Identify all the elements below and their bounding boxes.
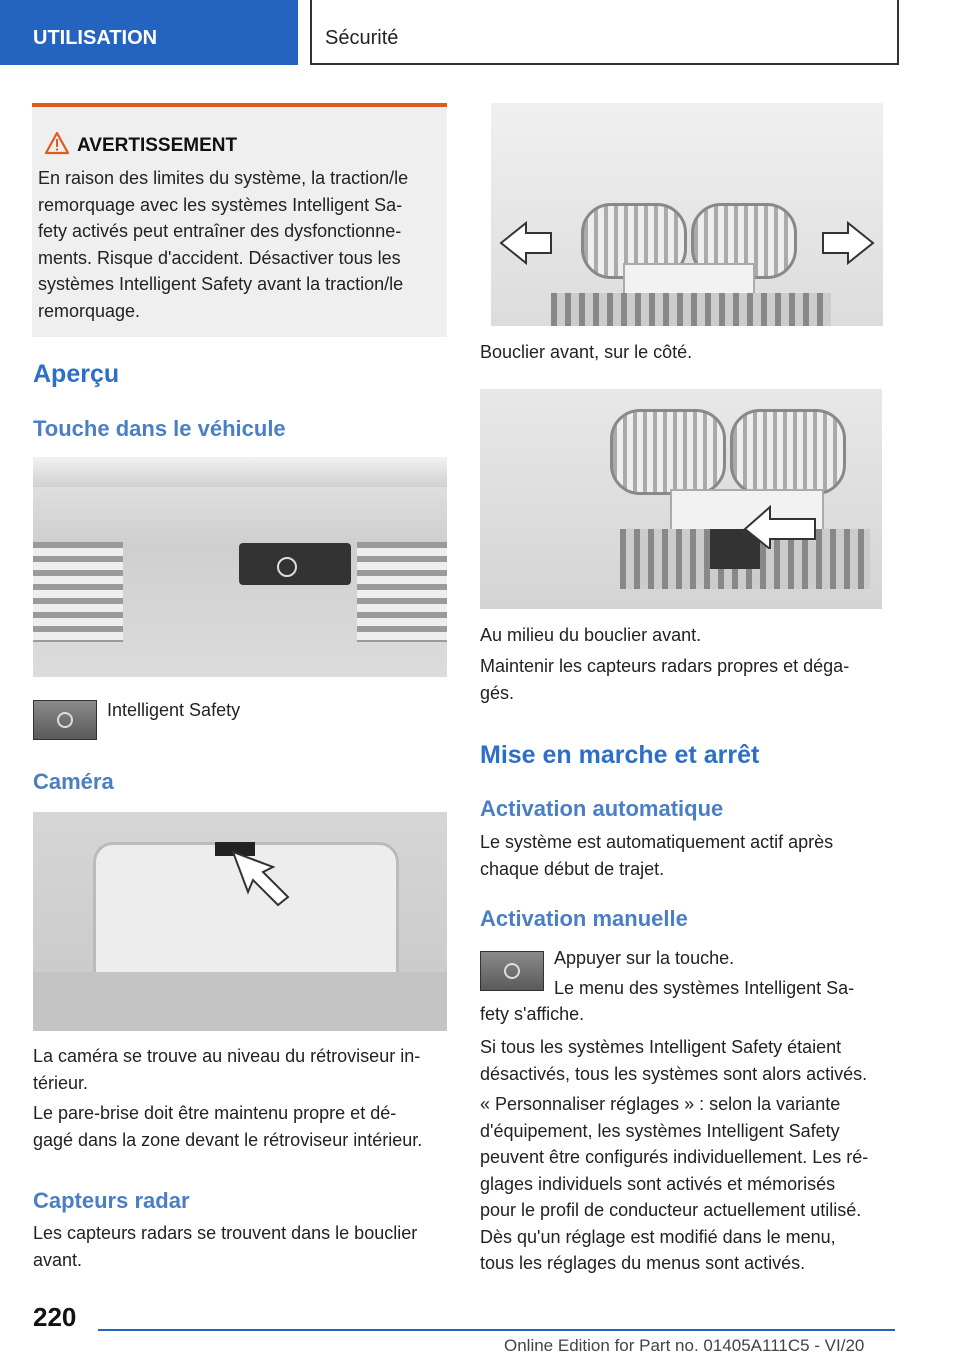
text-line: chaque début de trajet.: [480, 858, 665, 879]
footer-divider: [98, 1329, 895, 1331]
text-line: glages individuels sont activés et mémorisés: [480, 1173, 836, 1194]
manual-step-1: Appuyer sur la touche.: [554, 948, 735, 968]
warning-line: systèmes Intelligent Safety avant la traction/le: [38, 274, 404, 294]
heading-activation-auto: Activation automatique: [480, 796, 724, 821]
text-line: peuvent être configurés individuellement. Les ré-: [480, 1147, 869, 1167]
text-line: pour le profil de conducteur actuellement utilisé.: [480, 1200, 862, 1220]
warning-line: remorquage avec les systèmes Intelligent Sa-: [38, 194, 403, 215]
warning-line: remorquage.: [38, 300, 141, 321]
manual-step-2a: Le menu des systèmes Intelligent Sa-: [554, 978, 855, 998]
warning-triangle-icon: [44, 131, 70, 155]
heading-radar: Capteurs radar: [33, 1188, 190, 1213]
bumper-side-photo: [491, 103, 883, 326]
text-line: Le pare-brise doit être maintenu propre et dé-: [33, 1103, 397, 1123]
text-line: gés.: [480, 682, 515, 703]
text-line: Les capteurs radars se trouvent dans le bouclier: [33, 1223, 418, 1243]
text-line: désactivés, tous les systèmes sont alors activés.: [480, 1063, 868, 1084]
manual-text-4: [480, 1091, 868, 1277]
warning-line: ments. Risque d'accident. Désactiver tous les: [38, 247, 401, 268]
radar-clean-text: [480, 653, 849, 706]
text-line: tous les réglages du menus sont activés.: [480, 1253, 806, 1273]
heading-activation-manuelle: Activation manuelle: [480, 906, 688, 931]
intelligent-safety-icon: [480, 951, 544, 991]
heading-touche: Touche dans le véhicule: [33, 416, 286, 441]
caption-middle: Au milieu du bouclier avant.: [480, 625, 702, 645]
text-line: avant.: [33, 1249, 83, 1270]
text-line: gagé dans la zone devant le rétroviseur intérieur.: [33, 1129, 423, 1150]
page-number: 220: [33, 1302, 77, 1332]
manual-text-3: [480, 1034, 867, 1087]
text-line: d'équipement, les systèmes Intelligent Safety: [480, 1120, 840, 1141]
text-line: térieur.: [33, 1072, 89, 1093]
auto-text: [480, 829, 833, 882]
text-line: Le système est automatiquement actif après: [480, 832, 834, 852]
radar-text: [33, 1220, 417, 1273]
text-line: La caméra se trouve au niveau du rétroviseur in-: [33, 1046, 421, 1066]
bumper-middle-photo: [480, 389, 882, 609]
text-line: Si tous les systèmes Intelligent Safety étaient: [480, 1037, 842, 1057]
topic-tab: [310, 0, 899, 65]
text-line: Dès qu'un réglage est modifié dans le menu,: [480, 1226, 836, 1247]
camera-photo: [33, 812, 447, 1031]
warning-text: [38, 165, 438, 324]
text-line: « Personnaliser réglages » : selon la variante: [480, 1094, 841, 1114]
heading-apercu: Aperçu: [33, 360, 120, 388]
heading-mise-en-marche: Mise en marche et arrêt: [480, 741, 760, 769]
warning-title: AVERTISSEMENT: [77, 135, 238, 156]
caption-side: Bouclier avant, sur le côté.: [480, 342, 693, 362]
topic-title: Sécurité: [325, 27, 399, 49]
button-label: Intelligent Safety: [107, 700, 241, 720]
warning-line: fety activés peut entraîner des dysfonctionne-: [38, 221, 402, 241]
warning-box: [32, 103, 447, 337]
edition-text: Online Edition for Part no. 01405A111C5 - VI/20: [504, 1336, 865, 1355]
button-photo: [33, 457, 447, 677]
intelligent-safety-icon: [33, 700, 97, 740]
text-line: Maintenir les capteurs radars propres et déga-: [480, 656, 850, 676]
section-tab: [0, 0, 298, 65]
warning-line: En raison des limites du système, la traction/le: [38, 168, 409, 188]
manual-step-2b: fety s'affiche.: [480, 1004, 585, 1024]
section-title: UTILISATION: [33, 27, 158, 49]
camera-text-1: [33, 1043, 420, 1096]
camera-text-2: [33, 1100, 422, 1153]
heading-camera: Caméra: [33, 769, 114, 794]
